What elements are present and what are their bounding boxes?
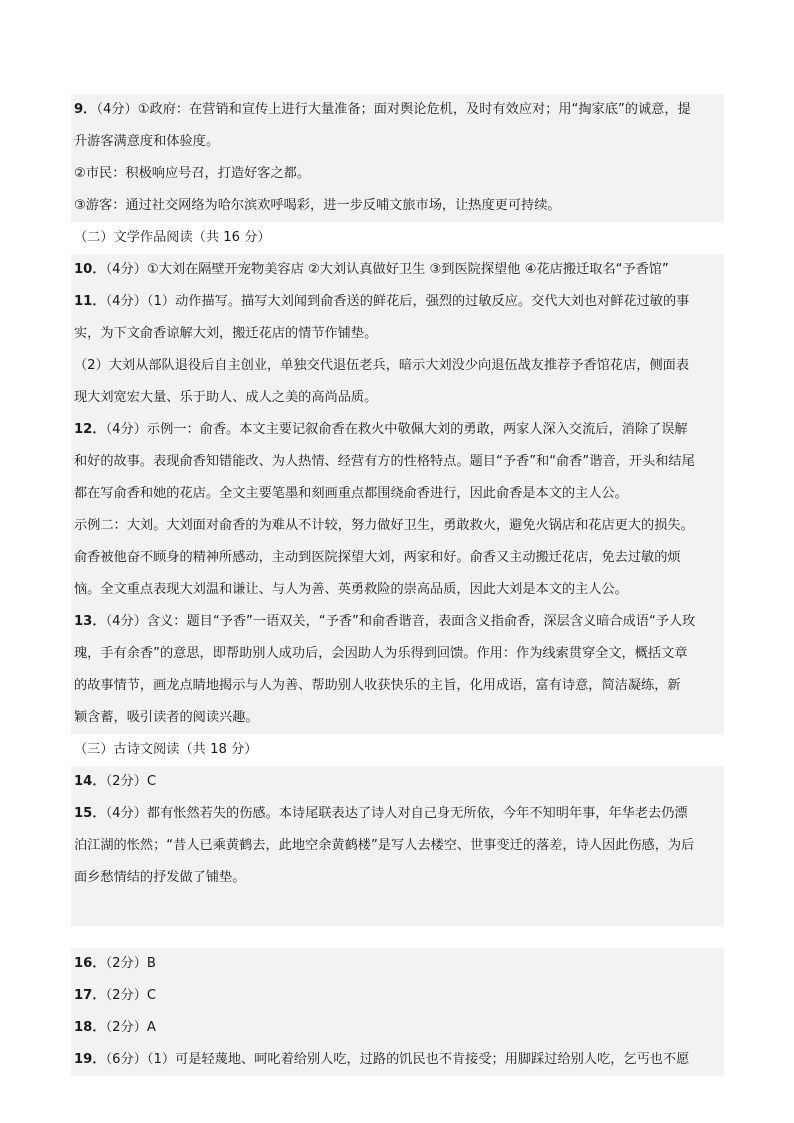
line-text: 和好的故事。表现俞香知错能改、为人热情、经营有方的性格特点。题目“予香”和“俞香”谐音，开头和结尾 — [74, 454, 695, 469]
line-text: （4分）①大刘在隔壁开宠物美容店 ②大刘认真做好卫生 ③到医院探望他 ④花店搬迁取名“予香馆” — [105, 262, 669, 277]
line-text: 颖含蓄，吸引读者的阅读兴趣。 — [74, 710, 259, 725]
question-number: 10． — [74, 262, 106, 277]
line-text: （4分）含义：题目“予香”一语双关，“予香”和俞香谐音，表面含义指俞香，深层含义暗合成语“予人玫 — [105, 614, 696, 629]
answer-line — [71, 862, 724, 894]
question-number: 18． — [74, 1020, 106, 1035]
answer-line — [71, 798, 724, 830]
section-heading — [71, 222, 724, 254]
line-text: （2分）B — [105, 956, 156, 971]
line-text: 示例二：大刘。大刘面对俞香的为难从不计较，努力做好卫生，勇敢救火，避免火锅店和花店更大的损失。 — [74, 518, 694, 533]
answer-line — [71, 980, 724, 1012]
line-text: 现大刘宽宏大量、乐于助人、成人之美的高尚品质。 — [74, 390, 378, 405]
line-text: 泊江湖的怅然；“昔人已乘黄鹤去，此地空余黄鹤楼”是写人去楼空、世事变迁的落差，诗人因此伤感，为后 — [74, 838, 695, 853]
line-text: 瑰，手有余香”的意思，即帮助别人成功后，会因助人为乐得到回馈。作用：作为线索贯穿全文，概括文章 — [74, 646, 688, 661]
answer-line — [71, 542, 724, 574]
question-number: 15． — [74, 806, 106, 821]
answer-line — [71, 478, 724, 510]
line-text: ②市民：积极响应号召，打造好客之都。 — [74, 166, 311, 181]
question-number: 12． — [74, 422, 106, 437]
answer-line — [71, 254, 724, 286]
answer-line — [71, 894, 724, 926]
line-text: （2分）A — [105, 1020, 156, 1035]
answer-line — [71, 318, 724, 350]
question-number: 17． — [74, 988, 106, 1003]
line-text: （2分）C — [105, 988, 157, 1003]
line-text: （4分）（1）动作描写。描写大刘闻到俞香送的鲜花后，强烈的过敏反应。交代大刘也对鲜花过敏的事 — [105, 294, 690, 309]
answer-line — [71, 286, 724, 318]
line-text: 面乡愁情结的抒发做了铺垫。 — [74, 870, 246, 885]
answer-line — [71, 510, 724, 542]
answer-line — [71, 158, 724, 190]
question-number: 9． — [74, 102, 97, 117]
answer-line — [71, 830, 724, 862]
line-text: （2分）C — [105, 774, 157, 789]
answer-document — [71, 94, 724, 1076]
answer-line — [71, 948, 724, 980]
answer-line — [71, 126, 724, 158]
question-number: 19． — [74, 1052, 106, 1067]
line-text: （三）古诗文阅读（共 18 分） — [74, 742, 258, 757]
answer-line — [71, 414, 724, 446]
question-number: 14． — [74, 774, 106, 789]
line-text: （4分）都有怅然若失的伤感。本诗尾联表达了诗人对自己身无所依，今年不知明年事，年华老去仍漂 — [105, 806, 688, 821]
section-heading — [71, 734, 724, 766]
answer-line — [71, 446, 724, 478]
question-number: 16． — [74, 956, 106, 971]
line-text: 都在写俞香和她的花店。全文主要笔墨和刻画重点都围绕俞香进行，因此俞香是本文的主人公。 — [74, 486, 628, 501]
line-text: 恼。全文重点表现大刘温和谦让、与人为善、英勇救险的崇高品质，因此大刘是本文的主人公。 — [74, 582, 628, 597]
answer-line — [71, 702, 724, 734]
answer-line — [71, 1044, 724, 1076]
answer-line — [71, 670, 724, 702]
question-number: 13． — [74, 614, 106, 629]
answer-line — [71, 1012, 724, 1044]
line-text: （4分）①政府：在营销和宣传上进行大量准备；面对舆论危机，及时有效应对；用“掏家底”的诚意，提 — [96, 102, 691, 117]
spacer — [71, 926, 724, 948]
line-text: ③游客：通过社交网络为哈尔滨欢呼喝彩，进一步反哺文旅市场，让热度更可持续。 — [74, 198, 561, 213]
line-text: 俞香被他奋不顾身的精神所感动，主动到医院探望大刘，两家和好。俞香又主动搬迁花店，免去过敏的烦 — [74, 550, 681, 565]
answer-line — [71, 94, 724, 126]
answer-line — [71, 382, 724, 414]
answer-line — [71, 606, 724, 638]
answer-line — [71, 638, 724, 670]
line-text: 的故事情节，画龙点睛地揭示与人为善、帮助别人收获快乐的主旨，化用成语，富有诗意，简洁凝练，新 — [74, 678, 681, 693]
answer-line — [71, 190, 724, 222]
line-text: （4分）示例一：俞香。本文主要记叙俞香在救火中敬佩大刘的勇敢，两家人深入交流后，消除了误解 — [105, 422, 688, 437]
line-text: （2）大刘从部队退役后自主创业，单独交代退伍老兵，暗示大刘没少向退伍战友推荐予香馆花店，侧面表 — [74, 358, 690, 373]
answer-line — [71, 574, 724, 606]
answer-line — [71, 766, 724, 798]
answer-line — [71, 350, 724, 382]
line-text: 升游客满意度和体验度。 — [74, 134, 220, 149]
line-text: 实，为下文俞香谅解大刘，搬迁花店的情节作铺垫。 — [74, 326, 378, 341]
line-text: （二）文学作品阅读（共 16 分） — [74, 230, 271, 245]
question-number: 11． — [74, 294, 106, 309]
line-text: （6分）（1）可是轻蔑地、呵叱着给别人吃，过路的饥民也不肯接受；用脚踩过给别人吃，乞丐也不愿 — [105, 1052, 690, 1067]
